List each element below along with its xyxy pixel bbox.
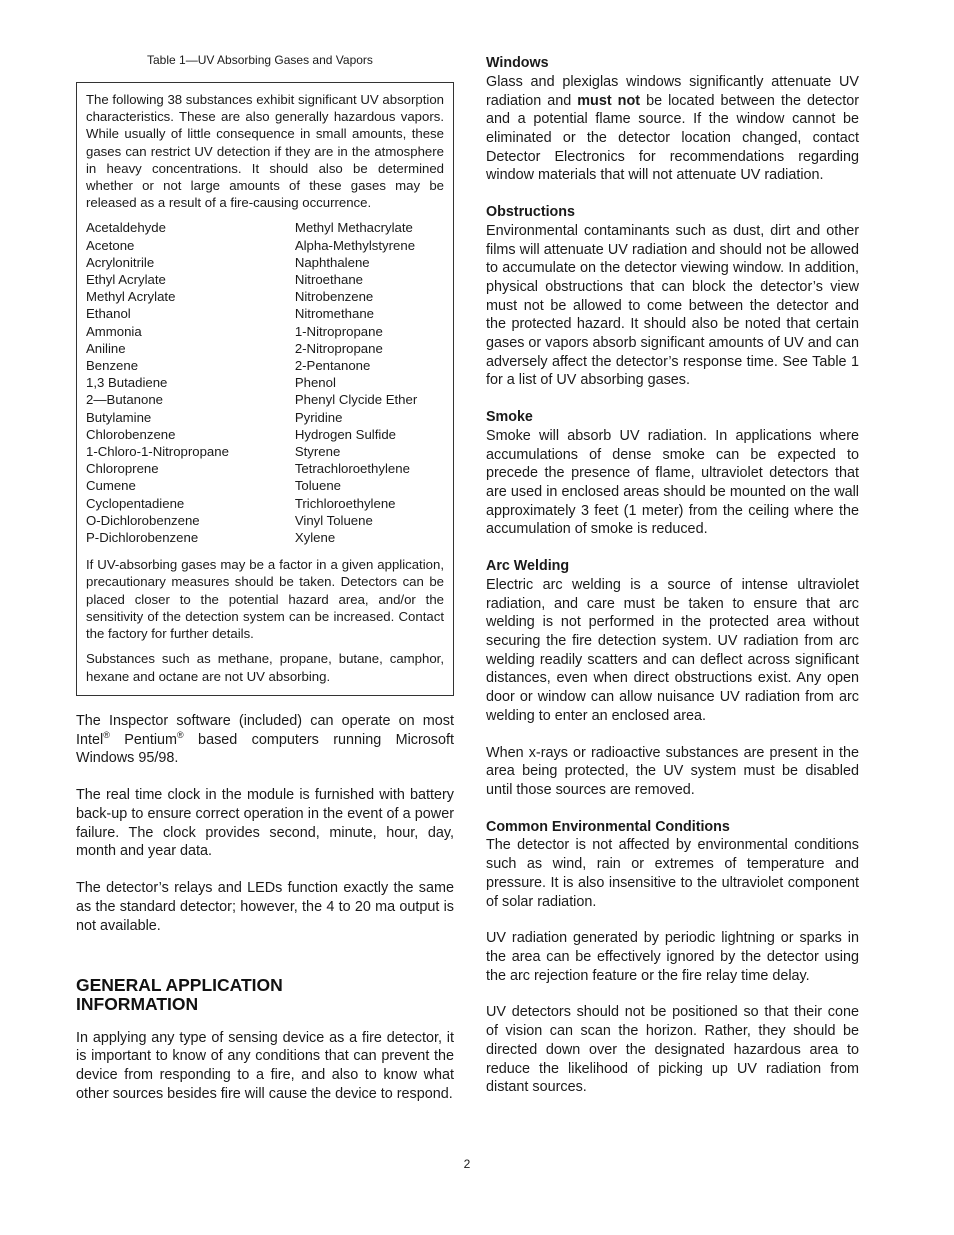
substance-item: Vinyl Toluene <box>294 512 373 528</box>
horizon-paragraph: UV detectors should not be positioned so that their cone of vision can scan the horizon. Rather, they should be directed down over the designated hazardous area to reduce the likelihood of picking up UV radiation from distant sources. <box>486 1004 859 1096</box>
clock-paragraph: The real time clock in the module is furnished with battery back-up to ensure correct operation in the event of a power failure. The clock provides second, minute, hour, day, month and year data. <box>76 787 454 860</box>
page-number: 2 <box>463 1157 471 1171</box>
substance-item: 2-Pentanone <box>294 358 371 374</box>
substance-item: Ethanol <box>86 306 131 322</box>
substance-column-right <box>295 219 444 546</box>
inspector-text-1: The Inspector software (included) can operate on most Intel <box>76 712 454 748</box>
substance-item: Cyclopentadiene <box>86 495 185 511</box>
substance-list <box>86 219 444 546</box>
substance-column-left <box>86 219 295 546</box>
obstructions-heading: Obstructions <box>486 204 575 221</box>
inspector-text-2: Pentium <box>109 731 178 748</box>
relays-paragraph: The detector’s relays and LEDs function exactly the same as the standard detector; however, the 4 to 20 ma output is not available. <box>76 880 454 934</box>
substance-item: 2-Nitropropane <box>294 340 383 356</box>
smoke-paragraph: Smoke will absorb UV radiation. In applications where accumulations of dense smoke can be expected to precede the presence of flame, ultraviolet detectors that are used in enclosed areas should be mounted on the wall approximately 3 feet (1 meter) from the ceiling where the accumulation of smoke is reduced. <box>486 427 859 538</box>
windows-text-2: be located between the detector and a potential flame source. If the window cannot be eliminated or the detector location changed, contact Detector Electronics for recommendations regarding window materials that will not attenuate UV radiation. <box>486 92 859 184</box>
smoke-heading: Smoke <box>486 409 533 426</box>
section-heading-line-2: INFORMATION <box>76 994 199 1015</box>
section-heading-line-1: GENERAL APPLICATION <box>76 974 283 995</box>
registered-mark: ® <box>177 729 184 740</box>
substance-item: Methyl Methacrylate <box>294 220 413 236</box>
table-caption: Table 1—UV Absorbing Gases and Vapors <box>147 53 373 67</box>
substance-item: 1-Chloro-1-Nitropropane <box>86 444 229 460</box>
section-heading <box>76 976 454 1015</box>
substance-item: Phenyl Clycide Ether <box>294 392 418 408</box>
substance-item: 2—Butanone <box>86 392 163 408</box>
substance-item: P-Dichlorobenzene <box>86 530 199 546</box>
substance-item: Benzene <box>86 358 139 374</box>
substance-item: Styrene <box>294 444 341 460</box>
obstructions-paragraph: Environmental contaminants such as dust, dirt and other films will attenuate UV radiation and should not be allowed to accumulate on the detector viewing window. In addition, physical obstructions that can block the detector’s view must not be allowed to come between the detector and the protected hazard. It should also be noted that certain gases or vapors absorb significant amounts of UV and can adversely affect the detector’s response time. See Table 1 for a list of UV absorbing gases. <box>486 222 859 389</box>
lightning-paragraph: UV radiation generated by periodic lightning or sparks in the area can be effectively ignored by the detector using the arc rejection feature or the fire relay time delay. <box>486 930 859 984</box>
table-intro: The following 38 substances exhibit significant UV absorption characteristics. These are also generally hazardous vapors. While usually of little consequence in small amounts, these gases can restrict UV detection if they are in the atmosphere in heavy concentrations. It should also be determined whether or not large amounts of these gases may be released as a result of a fire-causing occurrence. <box>86 92 444 211</box>
general-paragraph: In applying any type of sensing device as a fire detector, it is important to know of any conditions that can prevent the device from responding to a fire, and also to know what other sources besides fire will cause the device to respond. <box>76 1029 454 1103</box>
substance-item: Methyl Acrylate <box>86 289 176 305</box>
substance-item: 1-Nitropropane <box>294 323 383 339</box>
table-note-non-absorbing: Substances such as methane, propane, butane, camphor, hexane and octane are not UV absorbing. <box>86 651 444 684</box>
substance-item: Acrylonitrile <box>86 254 155 270</box>
substance-item: Pyridine <box>294 409 343 425</box>
substance-item: Phenol <box>294 375 336 391</box>
registered-mark: ® <box>103 729 110 740</box>
substance-item: Ammonia <box>86 323 142 339</box>
substance-item: 1,3 Butadiene <box>86 375 168 391</box>
substance-item: Alpha-Methylstyrene <box>294 237 416 253</box>
windows-paragraph <box>486 73 859 185</box>
substance-item: Butylamine <box>86 409 152 425</box>
substance-item: Ethyl Acrylate <box>86 272 166 288</box>
substance-item: Acetaldehyde <box>86 220 166 236</box>
inspector-paragraph <box>76 712 454 768</box>
arc-welding-paragraph: Electric arc welding is a source of intense ultraviolet radiation, and care must be taken to ensure that arc welding is not performed in the protected area without securing the fire detection system. UV radiation from arc welding readily scatters and can deflect across significant distances, even when direct obstructions exist. Any open door or window can allow nuisance UV radiation from arc welding to enter an enclosed area. <box>486 576 859 724</box>
substance-item: Aniline <box>86 340 126 356</box>
substance-item: Nitromethane <box>294 306 374 322</box>
windows-text-1: Glass and plexiglas windows significantly attenuate UV radiation and <box>486 73 859 109</box>
substance-item: Nitroethane <box>294 272 364 288</box>
windows-emphasis: must not <box>577 92 641 109</box>
uv-gases-table <box>76 82 454 696</box>
substance-item: Hydrogen Sulfide <box>294 426 396 442</box>
substance-item: Chlorobenzene <box>86 426 176 442</box>
left-column <box>76 52 454 1122</box>
substance-item: Trichloroethylene <box>294 495 396 511</box>
substance-item: Tetrachloroethylene <box>294 461 410 477</box>
substance-item: O-Dichlorobenzene <box>86 512 200 528</box>
xray-paragraph: When x-rays or radioactive substances are present in the area being protected, the UV system must be disabled until those sources are removed. <box>486 744 859 798</box>
arc-welding-heading: Arc Welding <box>486 558 570 575</box>
environmental-heading: Common Environmental Conditions <box>486 818 730 835</box>
substance-item: Naphthalene <box>294 254 370 270</box>
substance-item: Xylene <box>294 530 336 546</box>
substance-item: Acetone <box>86 237 135 253</box>
substance-item: Cumene <box>86 478 136 494</box>
substance-item: Chloroprene <box>86 461 159 477</box>
windows-heading: Windows <box>486 55 549 71</box>
substance-item: Toluene <box>294 478 342 494</box>
inspector-text-3: based computers running Microsoft Windows 95/98. <box>76 731 454 767</box>
table-note-precaution: If UV-absorbing gases may be a factor in a given application, precautionary measures should be taken. Detectors can be placed closer to the potential hazard area, and/or the sensitivity of the detection system can be increased. Contact the factory for further details. <box>86 557 444 642</box>
right-column <box>486 54 859 1115</box>
environmental-paragraph: The detector is not affected by environmental conditions such as wind, rain or extremes of temperature and pressure. It is also insensitive to the ultraviolet component of solar radiation. <box>486 837 859 910</box>
substance-item: Nitrobenzene <box>294 289 374 305</box>
